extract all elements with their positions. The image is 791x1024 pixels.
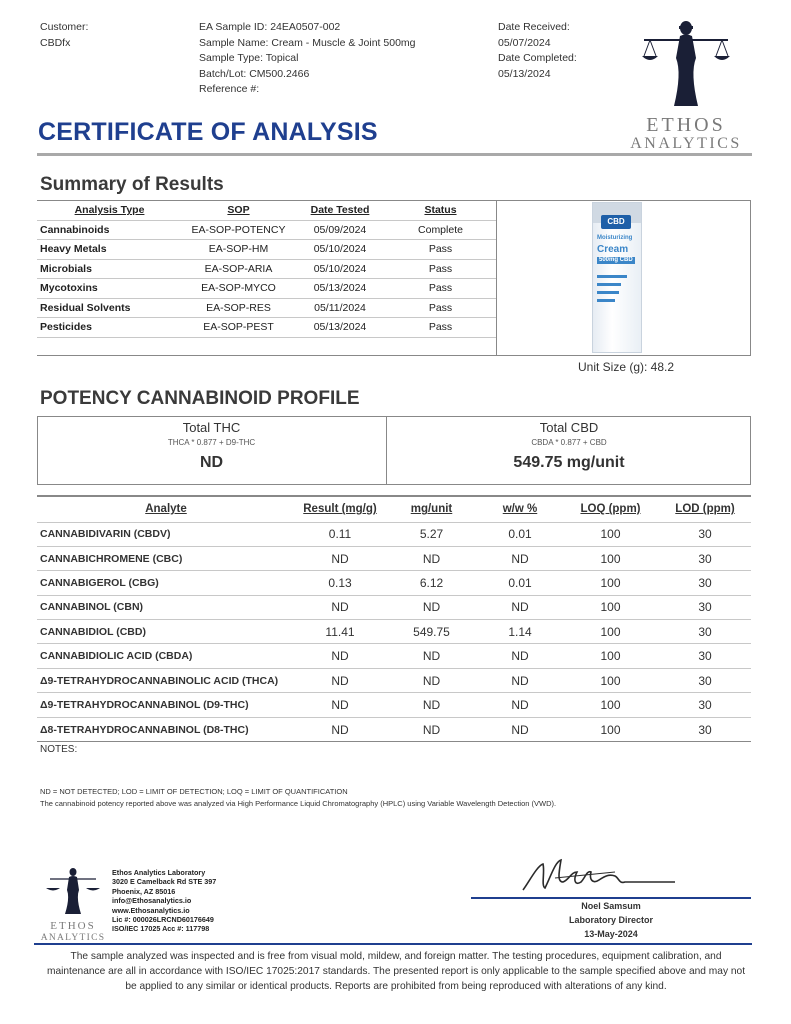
potency-cell-mg-unit: 5.27	[385, 522, 478, 546]
summary-cell-analysis-type: Pesticides	[37, 318, 182, 338]
potency-cell-loq: 100	[562, 522, 659, 546]
potency-cell-result: ND	[295, 717, 385, 741]
col-date-tested: Date Tested	[310, 204, 370, 217]
total-thc-label: Total THC	[182, 420, 241, 435]
potency-cell-lod: 30	[659, 620, 751, 644]
potency-cell-lod: 30	[659, 693, 751, 717]
potency-cell-loq: 100	[562, 717, 659, 741]
product-feature-2	[597, 283, 621, 286]
product-feature-1	[597, 275, 627, 278]
page-title: CERTIFICATE OF ANALYSIS	[38, 118, 378, 146]
potency-cell-result: 0.13	[295, 571, 385, 595]
date-completed: 05/13/2024	[498, 67, 551, 80]
col-status: Status	[424, 204, 457, 217]
potency-cell-lod: 30	[659, 571, 751, 595]
potency-cell-result: ND	[295, 644, 385, 668]
potency-header-row	[37, 497, 751, 522]
footer-rule	[34, 943, 752, 945]
product-feature-4	[597, 299, 615, 302]
potency-cell-lod: 30	[659, 546, 751, 570]
summary-cell-status: Complete	[385, 220, 496, 240]
potency-cell-analyte: CANNABIGEROL (CBG)	[37, 571, 295, 595]
potency-row	[37, 620, 751, 644]
potency-cell-analyte: CANNABIDIVARIN (CBDV)	[37, 522, 295, 546]
potency-cell-loq: 100	[562, 595, 659, 619]
summary-cell-date-tested: 05/10/2024	[295, 240, 385, 260]
summary-cell-analysis-type: Residual Solvents	[37, 298, 182, 318]
summary-cell-analysis-type: Cannabinoids	[37, 220, 182, 240]
summary-cell-analysis-type: Mycotoxins	[37, 279, 182, 299]
potency-cell-analyte: Δ9-TETRAHYDROCANNABINOLIC ACID (THCA)	[37, 668, 295, 692]
date-completed-label: Date Completed:	[498, 52, 577, 64]
sample-type: Sample Type: Topical	[199, 52, 299, 64]
product-feature-3	[597, 291, 619, 294]
potency-cell-result: ND	[295, 693, 385, 717]
col-lod: LOD (ppm)	[675, 503, 735, 516]
scales-of-justice-icon	[616, 18, 756, 110]
customer-value: CBDfx	[40, 36, 71, 49]
potency-heading: POTENCY CANNABINOID PROFILE	[40, 388, 360, 409]
potency-cell-analyte: Δ8-TETRAHYDROCANNABINOL (D8-THC)	[37, 717, 295, 741]
summary-cell-sop: EA-SOP-ARIA	[182, 259, 295, 279]
dates-block	[498, 20, 577, 82]
signature-image	[515, 852, 685, 898]
potency-cell-mg-unit: ND	[385, 644, 478, 668]
summary-empty-cell	[182, 337, 295, 357]
lab-city: Phoenix, AZ 85016	[112, 886, 176, 896]
product-line2: Cream	[597, 244, 629, 255]
reference: Reference #:	[199, 83, 260, 95]
unit-size: Unit Size (g): 48.2	[578, 360, 675, 374]
potency-cell-loq: 100	[562, 571, 659, 595]
col-mg-unit: mg/unit	[410, 503, 453, 516]
potency-cell-mg-unit: ND	[385, 693, 478, 717]
total-cbd-formula: CBDA * 0.877 + CBD	[531, 438, 607, 447]
potency-cell-ww: ND	[478, 546, 562, 570]
signer-role: Laboratory Director	[568, 915, 654, 925]
total-cbd-label: Total CBD	[539, 420, 599, 435]
potency-cell-mg-unit: ND	[385, 717, 478, 741]
summary-row	[37, 240, 496, 260]
customer-label: Customer:	[40, 21, 89, 33]
footer-logo-analytics: ANALYTICS	[40, 933, 106, 943]
footer-logo-ethos: ETHOS	[50, 920, 96, 932]
potency-row	[37, 693, 751, 717]
footnote-method: The cannabinoid potency reported above was analyzed via High Performance Liquid Chromatography (HPLC) using Variable Wavelength Detection (VWD).	[40, 799, 557, 808]
potency-cell-ww: 0.01	[478, 522, 562, 546]
summary-row	[37, 298, 496, 318]
summary-empty-cell	[37, 337, 182, 357]
summary-cell-date-tested: 05/11/2024	[295, 298, 385, 318]
sample-block	[199, 20, 416, 98]
summary-row	[37, 279, 496, 299]
summary-cell-analysis-type: Microbials	[37, 259, 182, 279]
product-line1: Moisturizing	[597, 235, 633, 241]
potency-cell-loq: 100	[562, 620, 659, 644]
lab-street: 3020 E Camelback Rd STE 397	[112, 877, 217, 887]
potency-bottom-rule	[37, 741, 751, 742]
potency-cell-ww: ND	[478, 595, 562, 619]
potency-row	[37, 644, 751, 668]
footnote-abbreviations: ND = NOT DETECTED; LOD = LIMIT OF DETECTION; LOQ = LIMIT OF QUANTIFICATION	[40, 787, 348, 796]
summary-row	[37, 259, 496, 279]
potency-cell-ww: ND	[478, 644, 562, 668]
lab-license: Lic #: 000026LRCND60176649	[112, 915, 214, 925]
title-rule	[37, 153, 752, 156]
summary-heading: Summary of Results	[40, 174, 224, 195]
ethos-logo	[616, 18, 756, 152]
potency-cell-result: ND	[295, 546, 385, 570]
notes-label: NOTES:	[40, 744, 78, 755]
summary-row	[37, 318, 496, 338]
potency-cell-analyte: Δ9-TETRAHYDROCANNABINOL (D9-THC)	[37, 693, 295, 717]
summary-row	[37, 220, 496, 240]
summary-table	[37, 201, 496, 357]
lab-email[interactable]: info@Ethosanalytics.io	[112, 896, 192, 906]
potency-cell-analyte: CANNABINOL (CBN)	[37, 595, 295, 619]
potency-cell-result: 11.41	[295, 620, 385, 644]
summary-cell-sop: EA-SOP-PEST	[182, 318, 295, 338]
total-thc-panel	[37, 420, 386, 472]
col-result: Result (mg/g)	[303, 503, 377, 516]
total-thc-formula: THCA * 0.877 + D9-THC	[167, 438, 256, 447]
logo-analytics: ANALYTICS	[630, 135, 742, 152]
potency-row	[37, 717, 751, 741]
potency-cell-lod: 30	[659, 644, 751, 668]
potency-row	[37, 522, 751, 546]
potency-cell-analyte: CANNABIDIOLIC ACID (CBDA)	[37, 644, 295, 668]
summary-header-row	[37, 201, 496, 220]
potency-cell-lod: 30	[659, 522, 751, 546]
potency-cell-ww: 0.01	[478, 571, 562, 595]
summary-cell-status: Pass	[385, 240, 496, 260]
potency-cell-analyte: CANNABICHROMENE (CBC)	[37, 546, 295, 570]
date-received-label: Date Received:	[498, 21, 570, 33]
potency-cell-ww: ND	[478, 668, 562, 692]
potency-cell-lod: 30	[659, 595, 751, 619]
potency-cell-loq: 100	[562, 668, 659, 692]
summary-cell-status: Pass	[385, 259, 496, 279]
product-brand: CBD	[601, 215, 631, 229]
total-thc-value: ND	[199, 454, 224, 471]
potency-cell-mg-unit: 6.12	[385, 571, 478, 595]
col-ww: w/w %	[502, 503, 538, 516]
sample-id: EA Sample ID: 24EA0507-002	[199, 21, 341, 33]
footer-scales-icon	[36, 866, 110, 916]
potency-cell-ww: ND	[478, 717, 562, 741]
potency-cell-loq: 100	[562, 693, 659, 717]
potency-cell-loq: 100	[562, 644, 659, 668]
batch-lot: Batch/Lot: CM500.2466	[199, 67, 310, 80]
potency-cell-mg-unit: 549.75	[385, 620, 478, 644]
lab-website[interactable]: www.Ethosanalytics.io	[112, 905, 190, 915]
potency-cell-lod: 30	[659, 668, 751, 692]
signature-line	[471, 897, 751, 899]
potency-cell-mg-unit: ND	[385, 546, 478, 570]
potency-row	[37, 595, 751, 619]
potency-row	[37, 668, 751, 692]
lab-iso: ISO/IEC 17025 Acc #: 117798	[112, 924, 210, 934]
summary-empty-cell	[295, 337, 385, 357]
col-sop: SOP	[227, 204, 250, 217]
potency-cell-mg-unit: ND	[385, 668, 478, 692]
summary-cell-date-tested: 05/10/2024	[295, 259, 385, 279]
total-cbd-value: 549.75 mg/unit	[513, 454, 625, 471]
potency-cell-loq: 100	[562, 546, 659, 570]
summary-cell-date-tested: 05/13/2024	[295, 279, 385, 299]
col-analyte: Analyte	[145, 503, 187, 516]
customer-block	[40, 20, 88, 51]
product-dose: 500mg CBD	[599, 257, 633, 263]
potency-cell-result: 0.11	[295, 522, 385, 546]
summary-empty-cell	[385, 337, 496, 357]
summary-cell-sop: EA-SOP-HM	[182, 240, 295, 260]
summary-cell-status: Pass	[385, 318, 496, 338]
sample-name: Sample Name: Cream - Muscle & Joint 500mg	[199, 36, 416, 49]
summary-cell-sop: EA-SOP-MYCO	[182, 279, 295, 299]
potency-table	[37, 497, 751, 742]
total-cbd-panel	[387, 420, 751, 472]
logo-ethos: ETHOS	[646, 114, 726, 136]
summary-spacer-row	[37, 337, 496, 357]
col-loq: LOQ (ppm)	[580, 503, 641, 516]
potency-cell-result: ND	[295, 595, 385, 619]
disclaimer: The sample analyzed was inspected and is free from visual mold, mildew, and foreign matter. The testing procedures, equipment calibration, and maintenance are all in accordance with ISO/IEC 17025:2017 standards. The presented report is only applicable to the sample specified above and may not be applied to any similar or identical products. Reports are prohibited from being reproduced with alterations of any kind.	[46, 951, 746, 992]
summary-cell-status: Pass	[385, 279, 496, 299]
lab-address	[112, 868, 216, 934]
potency-cell-ww: 1.14	[478, 620, 562, 644]
potency-cell-analyte: CANNABIDIOL (CBD)	[37, 620, 295, 644]
summary-cell-date-tested: 05/13/2024	[295, 318, 385, 338]
potency-cell-mg-unit: ND	[385, 595, 478, 619]
summary-cell-sop: EA-SOP-POTENCY	[182, 220, 295, 240]
potency-row	[37, 546, 751, 570]
product-image	[592, 202, 642, 353]
potency-row	[37, 571, 751, 595]
date-received: 05/07/2024	[498, 36, 551, 49]
summary-cell-analysis-type: Heavy Metals	[37, 240, 182, 260]
col-analysis-type: Analysis Type	[74, 204, 145, 217]
potency-cell-lod: 30	[659, 717, 751, 741]
summary-cell-sop: EA-SOP-RES	[182, 298, 295, 318]
lab-name: Ethos Analytics Laboratory	[112, 868, 206, 877]
signer-name: Noel Samsum	[581, 901, 641, 911]
potency-cell-result: ND	[295, 668, 385, 692]
potency-cell-ww: ND	[478, 693, 562, 717]
summary-cell-status: Pass	[385, 298, 496, 318]
signature-date: 13-May-2024	[584, 929, 638, 939]
summary-cell-date-tested: 05/09/2024	[295, 220, 385, 240]
footer-logo	[36, 866, 110, 942]
